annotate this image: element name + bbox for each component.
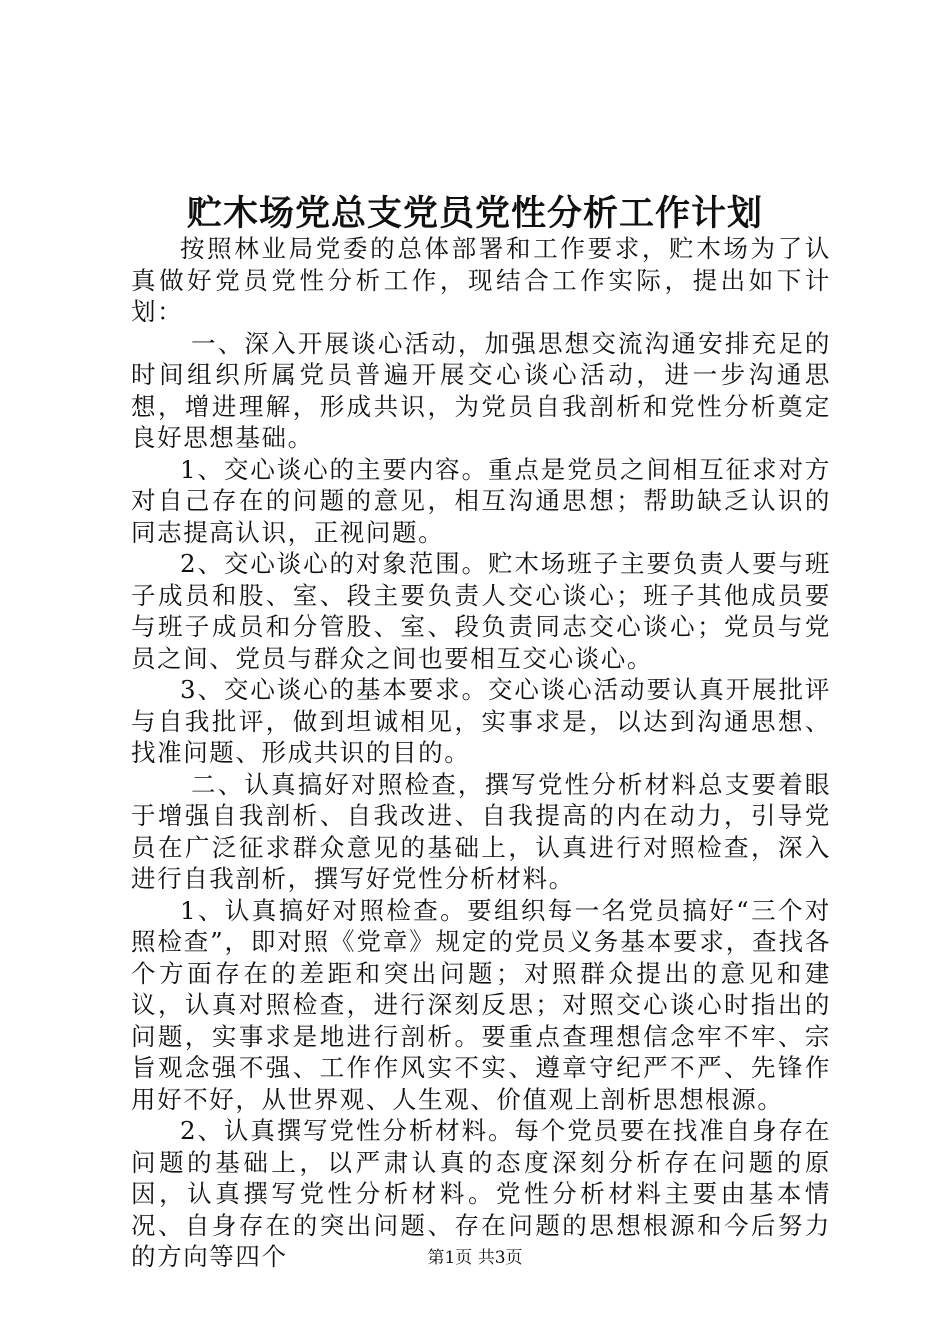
section-one-item-3: 3、交心谈心的基本要求。交心谈心活动要认真开展批评与自我批评，做到坦诚相见，实事求是，以达到沟通思想、找准问题、形成共识的目的。 [131,675,831,767]
section-two-item-2: 2、认真撰写党性分析材料。每个党员要在找准自身存在问题的基础上，以严肃认真的态度深刻分析存在问题的原因，认真撰写党性分析材料。党性分析材料主要由基本情况、自身存在的突出问题、存在问题的思想根源和今后努力的方向等四个 [131,1116,831,1271]
page-footer: 第1页 共3页 [427,1248,523,1268]
section-two-item-1: 1、认真搞好对照检查。要组织每一名党员搞好“三个对照检查”，即对照《党章》规定的党员义务基本要求，查找各个方面存在的差距和突出问题；对照群众提出的意见和建议，认真对照检查，进行深刻反思；对照交心谈心时指出的问题，实事求是地进行剖析。要重点查理想信念牢不牢、宗旨观念强不强、工作作风实不实、遵章守纪严不严、先锋作用好不好，从世界观、人生观、价值观上剖析思想根源。 [131,895,831,1114]
section-two-heading-paragraph: 二、认真搞好对照检查，撰写党性分析材料总支要着眼于增强自我剖析、自我改进、自我提高的内在动力，引导党员在广泛征求群众意见的基础上，认真进行对照检查，深入进行自我剖析，撰写好党性分析材料。 [131,769,831,893]
section-one-heading-paragraph: 一、深入开展谈心活动，加强思想交流沟通安排充足的时间组织所属党员普遍开展交心谈心活动，进一步沟通思想，增进理解，形成共识，为党员自我剖析和党性分析奠定良好思想基础。 [131,328,831,452]
document-body [131,233,831,1273]
page-title: 贮木场党总支党员党性分析工作计划 [186,193,763,234]
intro-paragraph: 按照林业局党委的总体部署和工作要求，贮木场为了认真做好党员党性分析工作，现结合工作实际，提出如下计划： [131,234,831,326]
section-one-item-1: 1、交心谈心的主要内容。重点是党员之间相互征求对方对自己存在的问题的意见，相互沟通思想；帮助缺乏认识的同志提高认识，正视问题。 [131,454,831,547]
section-one-item-2: 2、交心谈心的对象范围。贮木场班子主要负责人要与班子成员和股、室、段主要负责人交心谈心；班子其他成员要与班子成员和分管股、室、段负责同志交心谈心；党员与党员之间、党员与群众之间也要相互交心谈心。 [131,549,831,673]
